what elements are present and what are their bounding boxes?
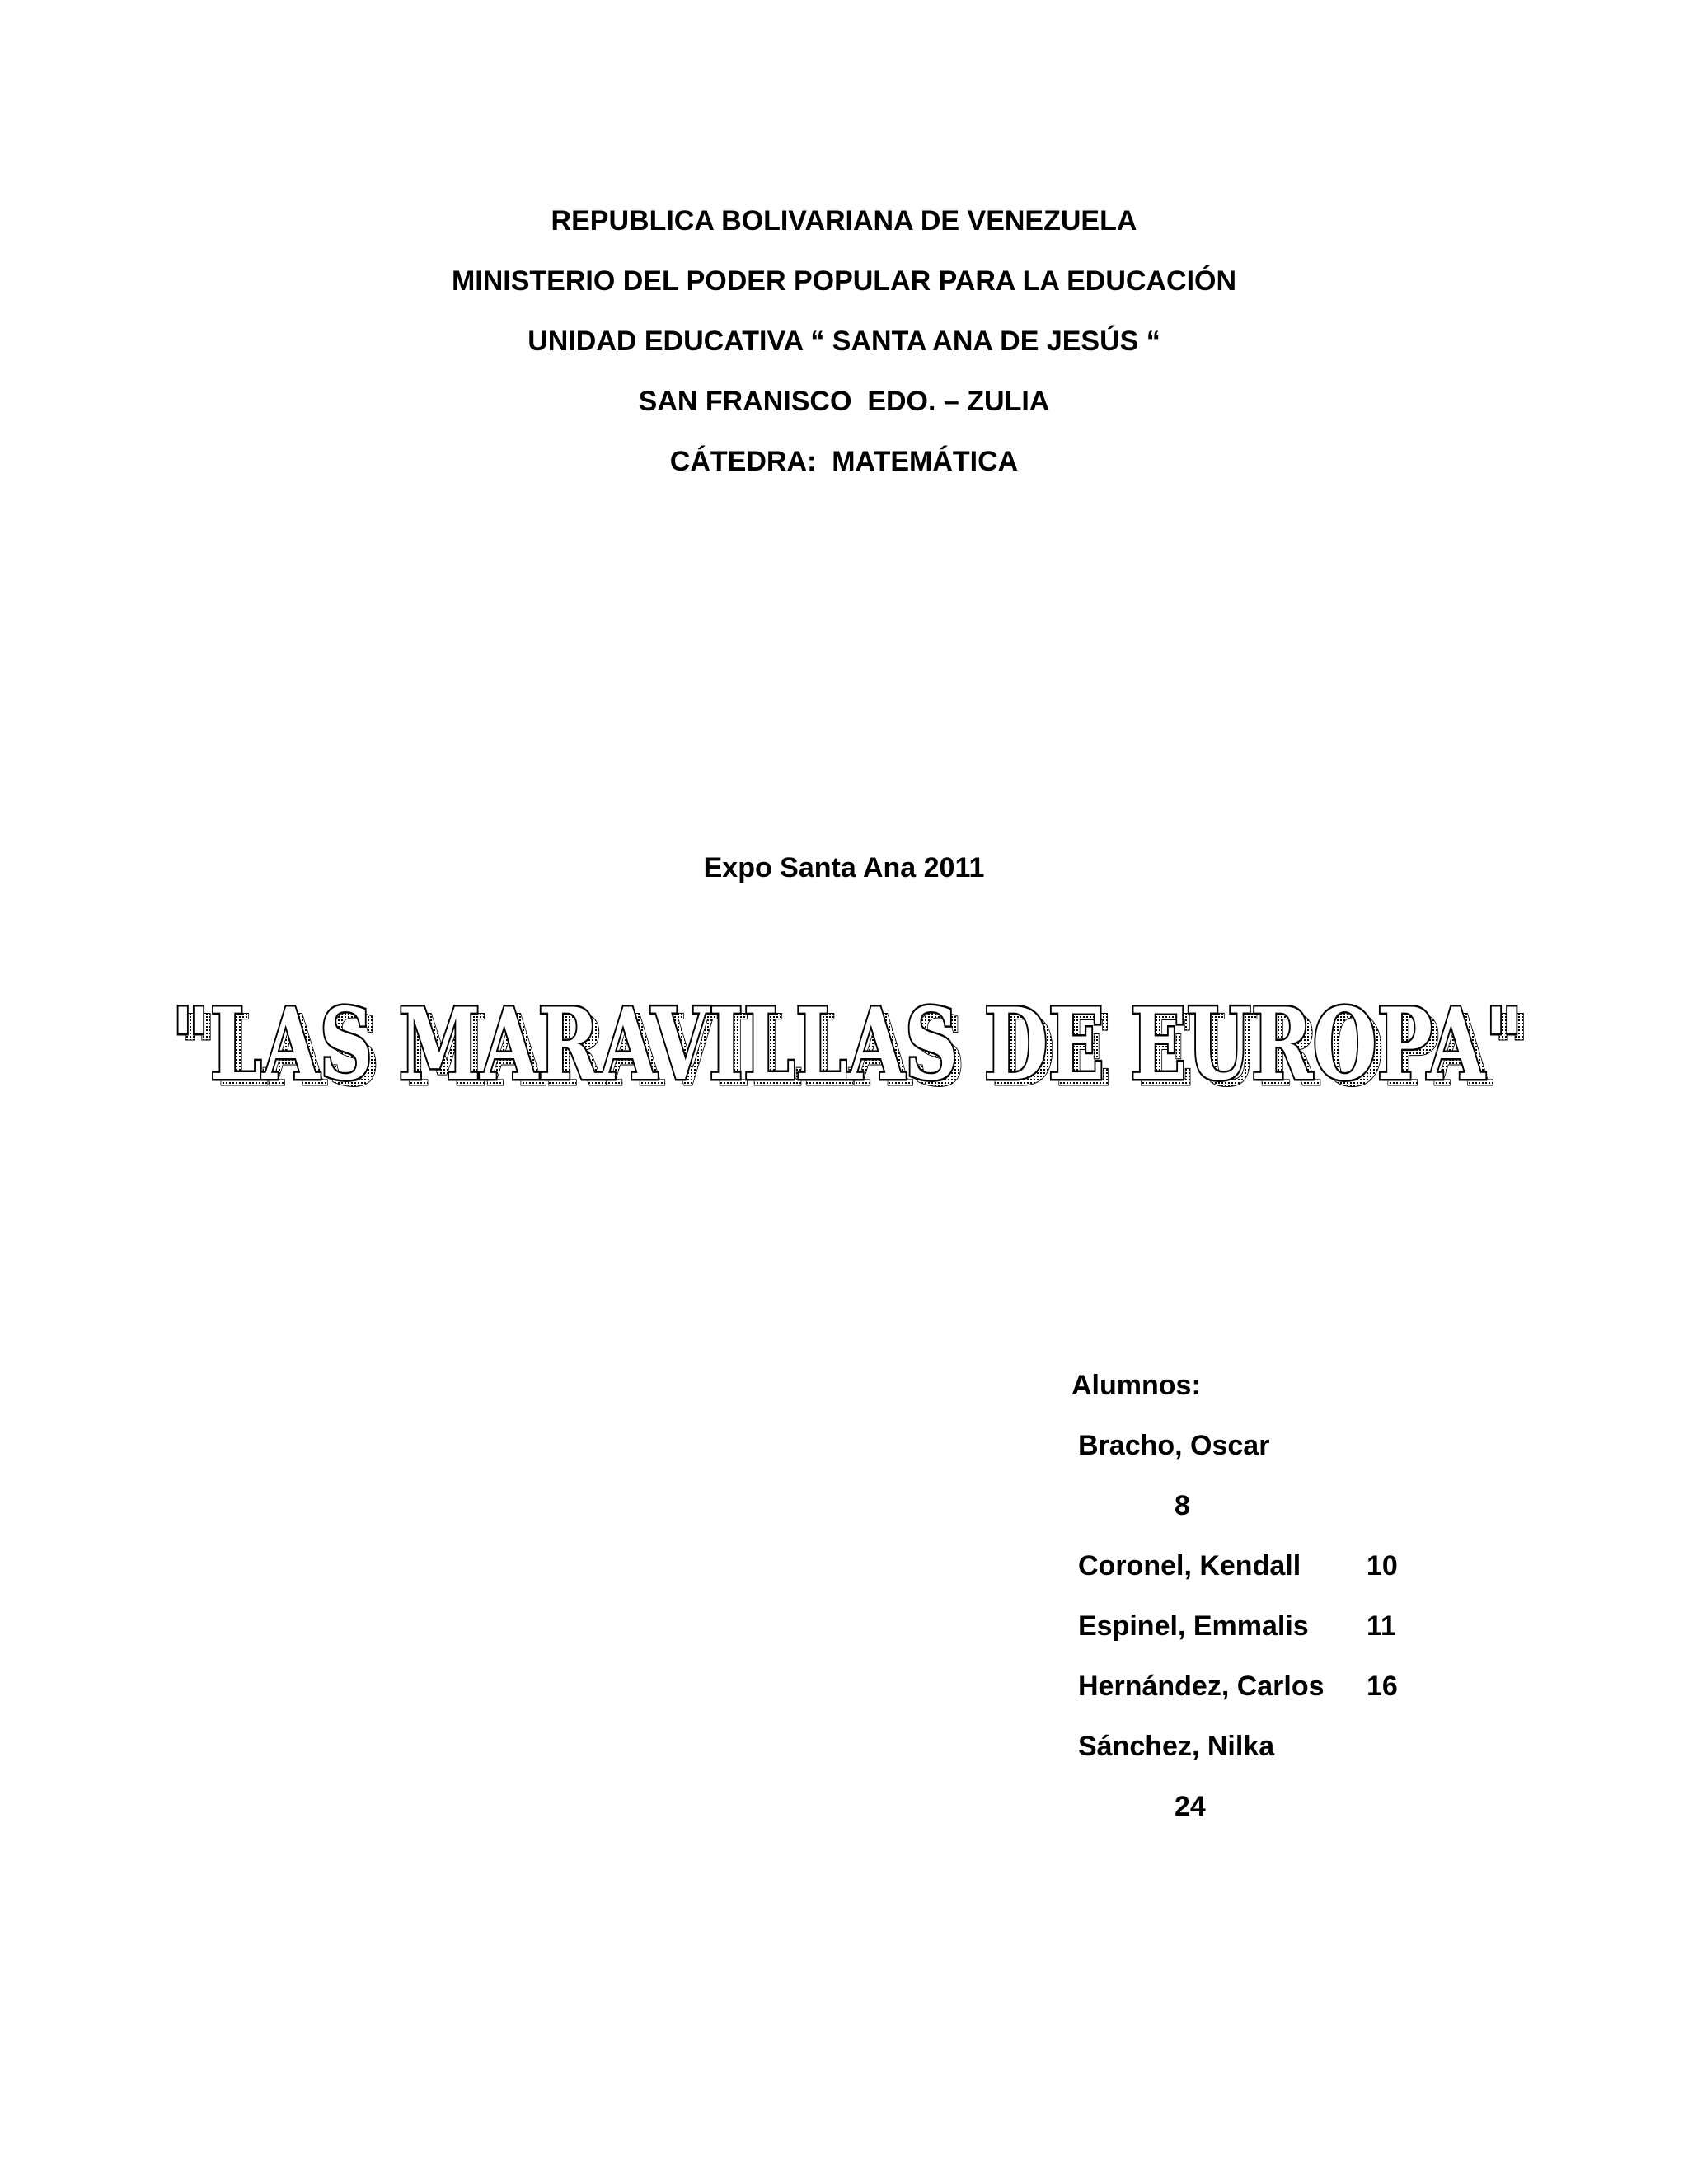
header-line-location: SAN FRANISCO EDO. – ZULIA (638, 386, 1050, 417)
student-name: Coronel, Kendall (1078, 1550, 1301, 1582)
student-name: Espinel, Emmalis (1078, 1610, 1309, 1642)
student-number: 11 (1367, 1610, 1396, 1642)
students-heading: Alumnos: (1071, 1370, 1201, 1401)
student-number: 24 (1175, 1791, 1206, 1822)
document-title (157, 977, 1541, 1108)
event-name: Expo Santa Ana 2011 (703, 852, 985, 883)
student-number: 10 (1367, 1550, 1398, 1582)
student-row (1078, 1536, 1566, 1596)
student-name: Sánchez, Nilka (1078, 1731, 1275, 1762)
students-block (1071, 1356, 1566, 1837)
header-line-school: UNIDAD EDUCATIVA “ SANTA ANA DE JESÚS “ (528, 326, 1160, 357)
institution-header (0, 191, 1688, 492)
student-name: Bracho, Oscar (1078, 1430, 1270, 1461)
student-row (1078, 1717, 1566, 1777)
student-row (1078, 1596, 1566, 1657)
student-name: Hernández, Carlos (1078, 1671, 1325, 1702)
decorative-title-art (157, 977, 1541, 1108)
student-row (1078, 1657, 1566, 1717)
header-line-subject: CÁTEDRA: MATEMÁTICA (669, 446, 1019, 477)
student-row (1078, 1416, 1566, 1476)
header-line-ministry: MINISTERIO DEL PODER POPULAR PARA LA EDUCACIÓN (451, 265, 1237, 297)
header-line-country: REPUBLICA BOLIVARIANA DE VENEZUELA (551, 205, 1137, 237)
title-text: "LAS MARAVILLAS DE EUROPA" (171, 987, 1523, 1103)
student-number: 16 (1367, 1671, 1398, 1702)
student-number: 8 (1175, 1490, 1190, 1521)
title-shadow: "LAS MARAVILLAS DE EUROPA" (179, 993, 1531, 1108)
